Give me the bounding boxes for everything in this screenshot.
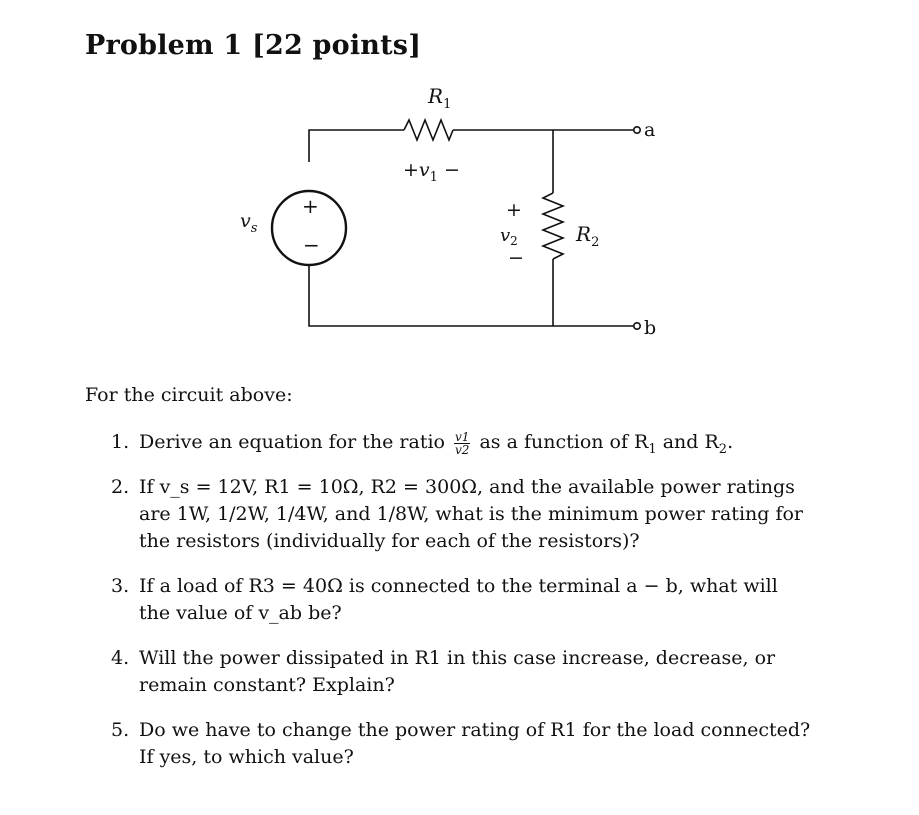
question-5 — [111, 717, 811, 771]
ratio-numerator: v1 — [455, 429, 470, 444]
question-2 — [111, 474, 811, 555]
terminal-b-label: b — [644, 317, 657, 339]
problem-title: Problem 1 [22 points] — [85, 30, 422, 61]
r2-zigzag — [543, 193, 563, 259]
question-2-number: 2. — [111, 476, 130, 498]
intro-text: For the circuit above: — [85, 384, 293, 406]
question-3-text: If a load of R3 = 40Ω is connected to the terminal a − b, what will the value of v_ab be? — [139, 575, 778, 624]
terminal-a-label: a — [644, 119, 656, 141]
ratio-denominator: v2 — [455, 442, 470, 457]
v2-label: $v_2$ — [500, 225, 518, 248]
r2-label: $R_2$ — [576, 222, 600, 250]
question-1-text-a: Derive an equation for the ratio — [139, 431, 445, 453]
v2-plus: + — [506, 199, 522, 221]
question-3 — [111, 573, 811, 627]
r1-zigzag — [404, 120, 453, 140]
question-2-text: If v_s = 12V, R1 = 10Ω, R2 = 300Ω, and the available power ratings are 1W, 1/2W, 1/4W, and 1/8W, what is the minimum power rating for the resistors (individually for each of the resistors)? — [139, 476, 804, 552]
wire-top-left — [309, 130, 404, 162]
question-5-number: 5. — [111, 719, 130, 741]
question-1-text-b: as a function of R — [479, 431, 649, 453]
r1-label: $R_1$ — [428, 84, 452, 112]
v2-minus: − — [508, 247, 524, 269]
question-1-text-c: and R — [662, 431, 719, 453]
source-minus: − — [303, 233, 320, 257]
question-5-text: Do we have to change the power rating of R1 for the load connected? If yes, to which value? — [139, 719, 811, 768]
ratio-fraction — [454, 431, 470, 456]
terminal-b-node — [634, 323, 640, 329]
circuit-diagram — [0, 0, 919, 370]
question-4-text: Will the power dissipated in R1 in this case increase, decrease, or remain constant? Explain? — [139, 647, 776, 696]
question-4-number: 4. — [111, 647, 130, 669]
wire-bottom — [309, 264, 634, 326]
question-1: 1. Derive an equation for the ratio $\frac{v1}{v2}$ as a function of $R_1$ and $R_2$. — [111, 429, 734, 457]
source-plus: + — [302, 194, 319, 218]
terminal-a-node — [634, 127, 640, 133]
v1-label: $+v_1$ − — [403, 159, 460, 185]
question-1-number: 1. — [111, 431, 130, 453]
vs-label: $v_s$ — [240, 210, 258, 236]
question-3-number: 3. — [111, 575, 130, 597]
question-4 — [111, 645, 811, 699]
